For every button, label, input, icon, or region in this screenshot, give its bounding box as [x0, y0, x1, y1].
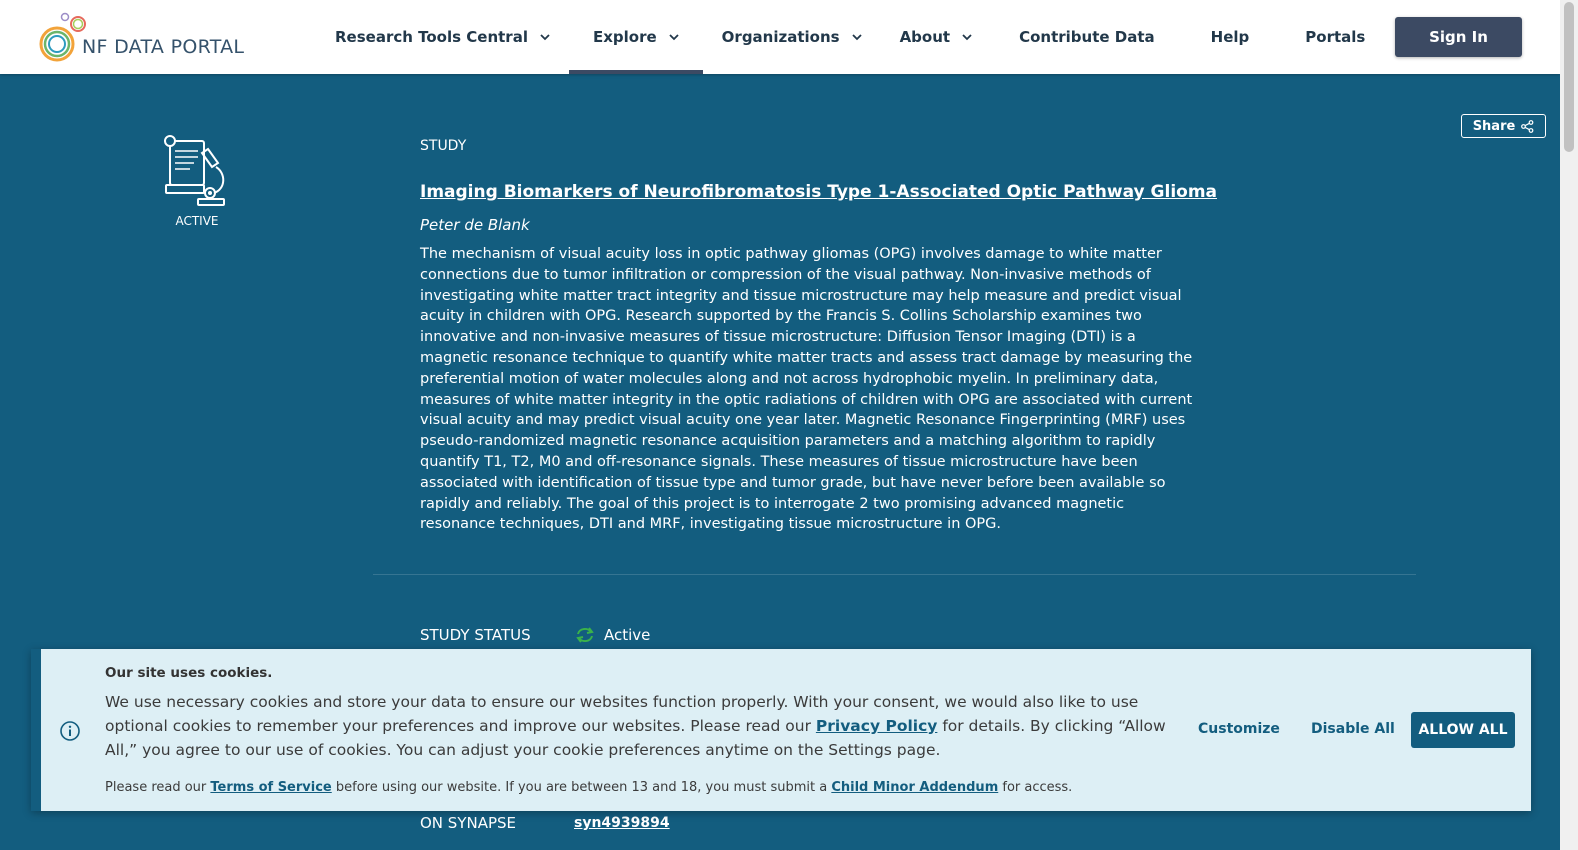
sign-in-button[interactable]: Sign In	[1395, 17, 1522, 57]
allow-all-button[interactable]: ALLOW ALL	[1411, 712, 1515, 748]
section-divider	[373, 574, 1416, 575]
synapse-id-link[interactable]: syn4939894	[574, 815, 670, 831]
cookie-terms	[105, 780, 1072, 795]
terms-text: for access.	[998, 780, 1073, 795]
study-author: Peter de Blank	[420, 216, 530, 234]
nav-about[interactable]	[881, 0, 992, 74]
terms-text: Please read our	[105, 780, 211, 795]
share-label: Share	[1472, 118, 1516, 134]
child-minor-addendum-link[interactable]: Child Minor Addendum	[831, 780, 999, 795]
study-title-link[interactable]: Imaging Biomarkers of Neurofibromatosis Type 1-Associated Optic Pathway Glioma	[420, 182, 1218, 202]
study-status-row	[420, 626, 650, 644]
study-type-label: STUDY	[420, 138, 467, 154]
site-header	[0, 0, 1560, 74]
study-main	[420, 136, 1218, 535]
nav-portals[interactable]	[1277, 0, 1393, 74]
disable-all-button[interactable]: Disable All	[1311, 721, 1395, 737]
cookie-title: Our site uses cookies.	[105, 665, 273, 681]
cookie-banner	[31, 649, 1531, 811]
chevron-down-icon	[669, 32, 679, 42]
cookie-body	[105, 690, 1175, 762]
on-synapse-row	[420, 814, 670, 832]
study-microscope-icon	[160, 133, 234, 209]
nav-label: Research Tools Central	[335, 28, 528, 46]
terms-text: before using our website. If you are between 13 and 18, you must submit a	[331, 780, 832, 795]
on-synapse-label: ON SYNAPSE	[420, 814, 517, 832]
cookie-body-text: We use necessary cookies and store your data to ensure our websites function properly. With your consent, we would also like to use optional cookies to remember your preferences and improve our websites. Please read our	[105, 693, 1139, 735]
main-nav	[316, 0, 1393, 74]
nav-research-tools-central[interactable]	[316, 0, 569, 74]
nav-label: Explore	[592, 28, 657, 46]
nav-organizations[interactable]	[703, 0, 881, 74]
nav-label: Help	[1210, 28, 1250, 46]
customize-button[interactable]: Customize	[1198, 721, 1280, 737]
study-status-value	[574, 626, 650, 644]
nav-label: Portals	[1305, 28, 1366, 46]
cookie-body-text: for details. By clicking “Allow All,” you agree to our use of cookies. You can adjust your cookie preferences anytime on the Settings page.	[105, 717, 1166, 759]
logo-text: NF DATA PORTAL	[82, 36, 245, 58]
nav-label: About	[899, 28, 951, 46]
nav-label: Organizations	[721, 28, 840, 46]
privacy-policy-link[interactable]: Privacy Policy	[815, 717, 938, 735]
chevron-down-icon	[852, 32, 862, 42]
share-button[interactable]	[1461, 114, 1546, 138]
study-status-label: STUDY STATUS	[420, 626, 531, 644]
refresh-status-icon	[574, 626, 596, 644]
nav-help[interactable]	[1183, 0, 1278, 74]
share-icon	[1521, 120, 1534, 133]
scrollbar-thumb[interactable]	[1564, 2, 1574, 152]
info-icon	[59, 720, 81, 742]
study-abstract: The mechanism of visual acuity loss in optic pathway gliomas (OPG) involves damage to white matter connections due to tumor infiltration or compression of the visual pathway. Non-invasive methods of investigating white matter tract integrity and tissue microstructure may help measure and predict visual acuity in children with OPG. Research supported by the Francis S. Collins Scholarship examines two innovative and non-invasive measures of tissue microstructure: Diffusion Tensor Imaging (DTI) is a magnetic resonance technique to quantify white matter tracts and assess tract damage by measuring the preferential motion of water molecules along and not across hydrophobic myelin. In preliminary data, measures of white matter integrity in the optic radiations of children with OPG are associated with current visual acuity and may predict visual acuity one year later. Magnetic Resonance Fingerprinting (MRF) uses pseudo-randomized magnetic resonance acquisition parameters and a matching algorithm to rapidly quantify T1, T2, M0 and off-resonance signals. These measures of tissue microstructure have been associated with identification of tissue type and tumor grade, but have never before been available so rapidly and reliably. The goal of this project is to interrogate 2 two promising advanced magnetic resonance techniques, DTI and MRF, investigating tissue microstructure in OPG.	[420, 246, 1193, 533]
nf-data-portal-logo[interactable]	[38, 12, 268, 64]
chevron-down-icon	[962, 32, 972, 42]
nav-explore[interactable]	[569, 0, 703, 74]
study-status-badge: ACTIVE	[175, 214, 219, 228]
terms-of-service-link[interactable]: Terms of Service	[210, 780, 332, 795]
chevron-down-icon	[540, 32, 550, 42]
nav-label: Contribute Data	[1019, 28, 1155, 46]
nav-contribute-data[interactable]	[991, 0, 1183, 74]
status-value-text: Active	[604, 626, 651, 644]
page-scrollbar[interactable]	[1560, 0, 1578, 850]
